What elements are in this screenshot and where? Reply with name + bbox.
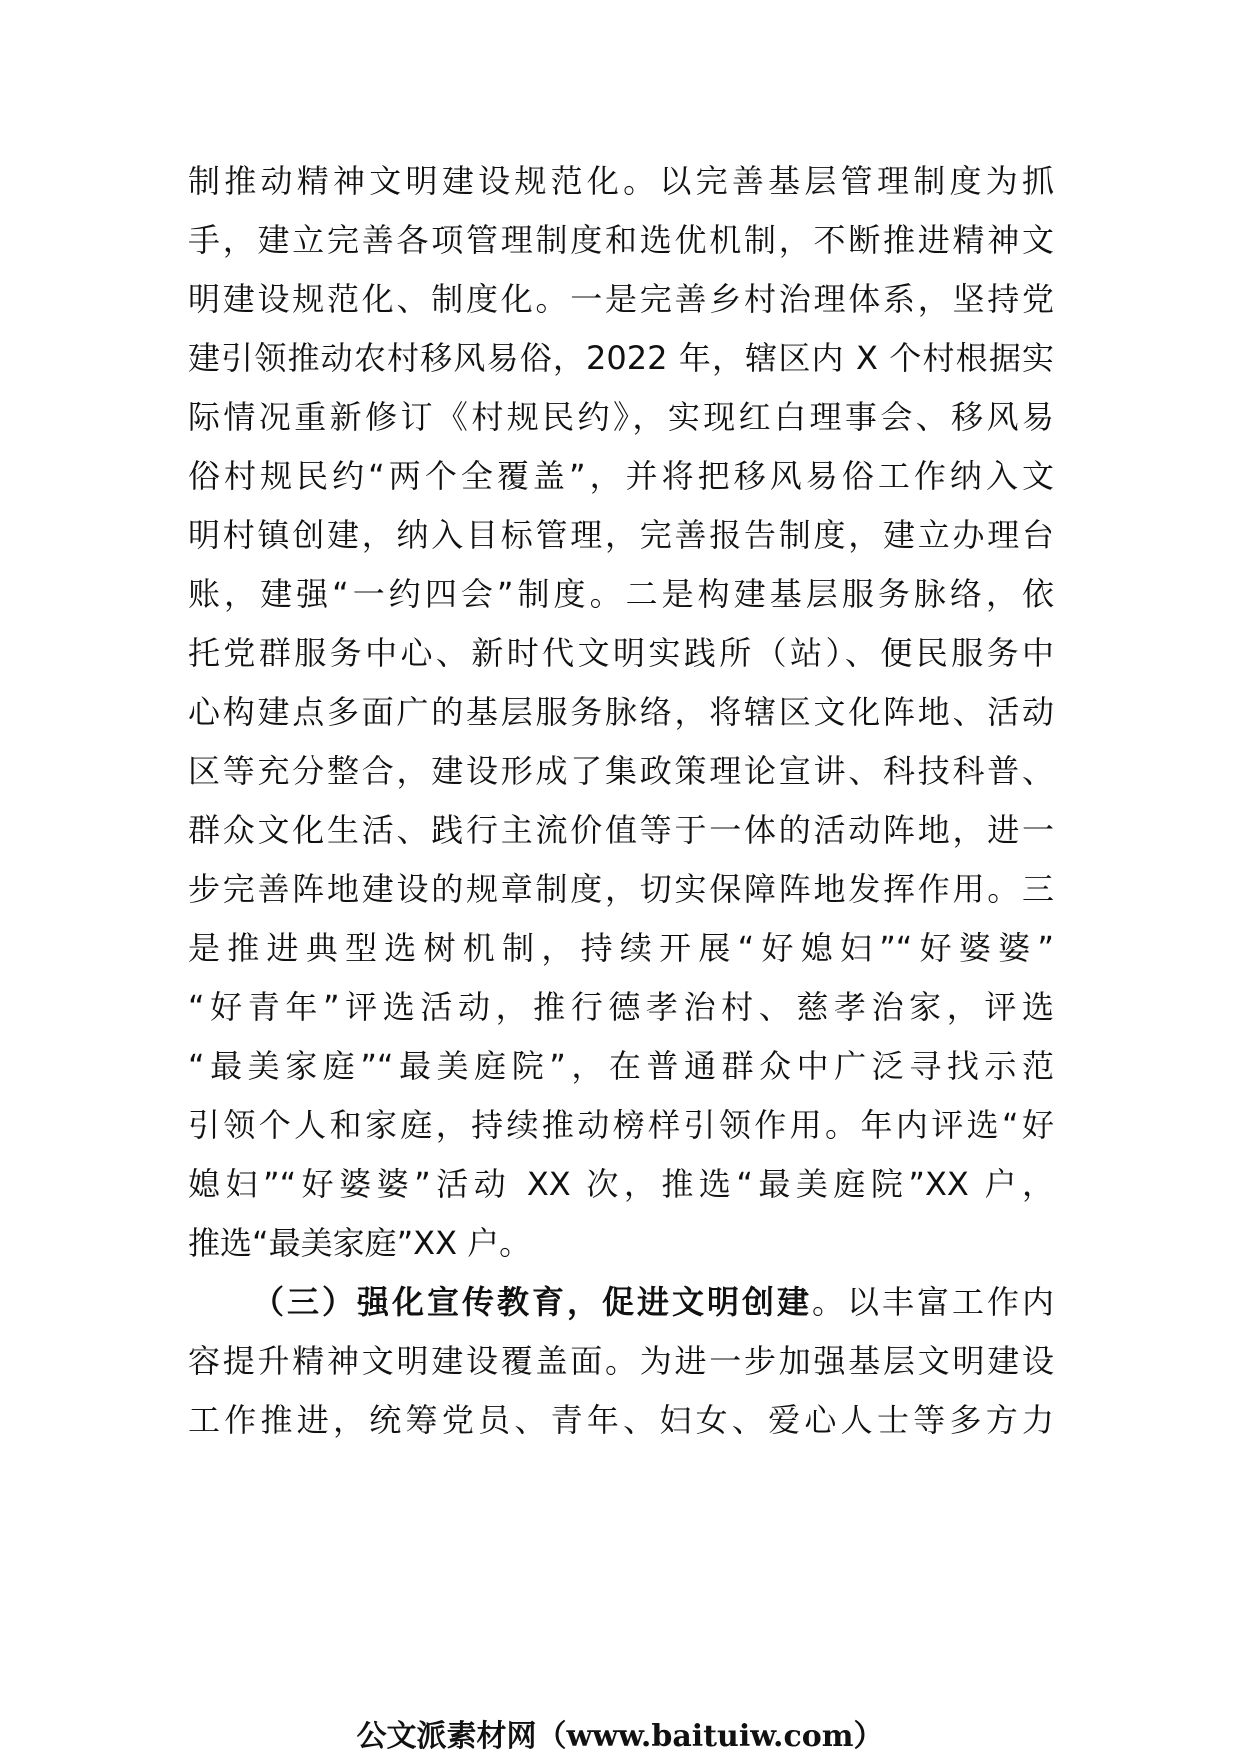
body-line-17: 引领个人和家庭，持续推动榜样引领作用。年内评选“好 bbox=[188, 1106, 1054, 1144]
body-line-8: 账，建强“一约四会”制度。二是构建基层服务脉络，依 bbox=[188, 575, 1054, 613]
body-line-7: 明村镇创建，纳入目标管理，完善报告制度，建立办理台 bbox=[188, 516, 1054, 554]
section-line-2: 工作推进，统筹党员、青年、妇女、爱心人士等多方力 bbox=[188, 1401, 1054, 1439]
body-line-12: 群众文化生活、践行主流价值等于一体的活动阵地，进一 bbox=[188, 811, 1054, 849]
body-line-16: “最美家庭”“最美庭院”，在普通群众中广泛寻找示范 bbox=[188, 1047, 1054, 1085]
body-line-14: 是推进典型选树机制，持续开展“好媳妇”“好婆婆” bbox=[188, 929, 1054, 967]
body-line-10: 心构建点多面广的基层服务脉络，将辖区文化阵地、活动 bbox=[188, 693, 1054, 731]
body-line-4: 建引领推动农村移风易俗，2022 年，辖区内 X 个村根据实 bbox=[188, 339, 1054, 377]
body-line-18: 媳妇”“好婆婆”活动 XX 次，推选“最美庭院”XX 户， bbox=[188, 1165, 1054, 1203]
body-line-9: 托党群服务中心、新时代文明实践所（站）、便民服务中 bbox=[188, 634, 1054, 672]
body-line-2: 手，建立完善各项管理制度和选优机制，不断推进精神文 bbox=[188, 221, 1054, 259]
section-heading-line bbox=[252, 1269, 1054, 1335]
body-line-1: 制推动精神文明建设规范化。以完善基层管理制度为抓 bbox=[188, 162, 1054, 200]
section-heading: （三）强化宣传教育，促进文明创建 bbox=[252, 1283, 812, 1321]
footer-watermark: 公文派素材网（www.baituiw.com） bbox=[356, 1719, 884, 1754]
body-line-5: 际情况重新修订《村规民约》，实现红白理事会、移风易 bbox=[188, 398, 1054, 436]
body-line-11: 区等充分整合，建设形成了集政策理论宣讲、科技科普、 bbox=[188, 752, 1054, 790]
body-line-13: 步完善阵地建设的规章制度，切实保障阵地发挥作用。三 bbox=[188, 870, 1054, 908]
body-line-3: 明建设规范化、制度化。一是完善乡村治理体系，坚持党 bbox=[188, 280, 1054, 318]
body-line-6: 俗村规民约“两个全覆盖”，并将把移风易俗工作纳入文 bbox=[188, 457, 1054, 495]
section-line-1: 容提升精神文明建设覆盖面。为进一步加强基层文明建设 bbox=[188, 1342, 1054, 1380]
body-line-15: “好青年”评选活动，推行德孝治村、慈孝治家，评选 bbox=[188, 988, 1054, 1026]
section-heading-rest: 。以丰富工作内 bbox=[811, 1283, 1054, 1321]
body-line-19: 推选“最美家庭”XX 户。 bbox=[188, 1224, 532, 1262]
